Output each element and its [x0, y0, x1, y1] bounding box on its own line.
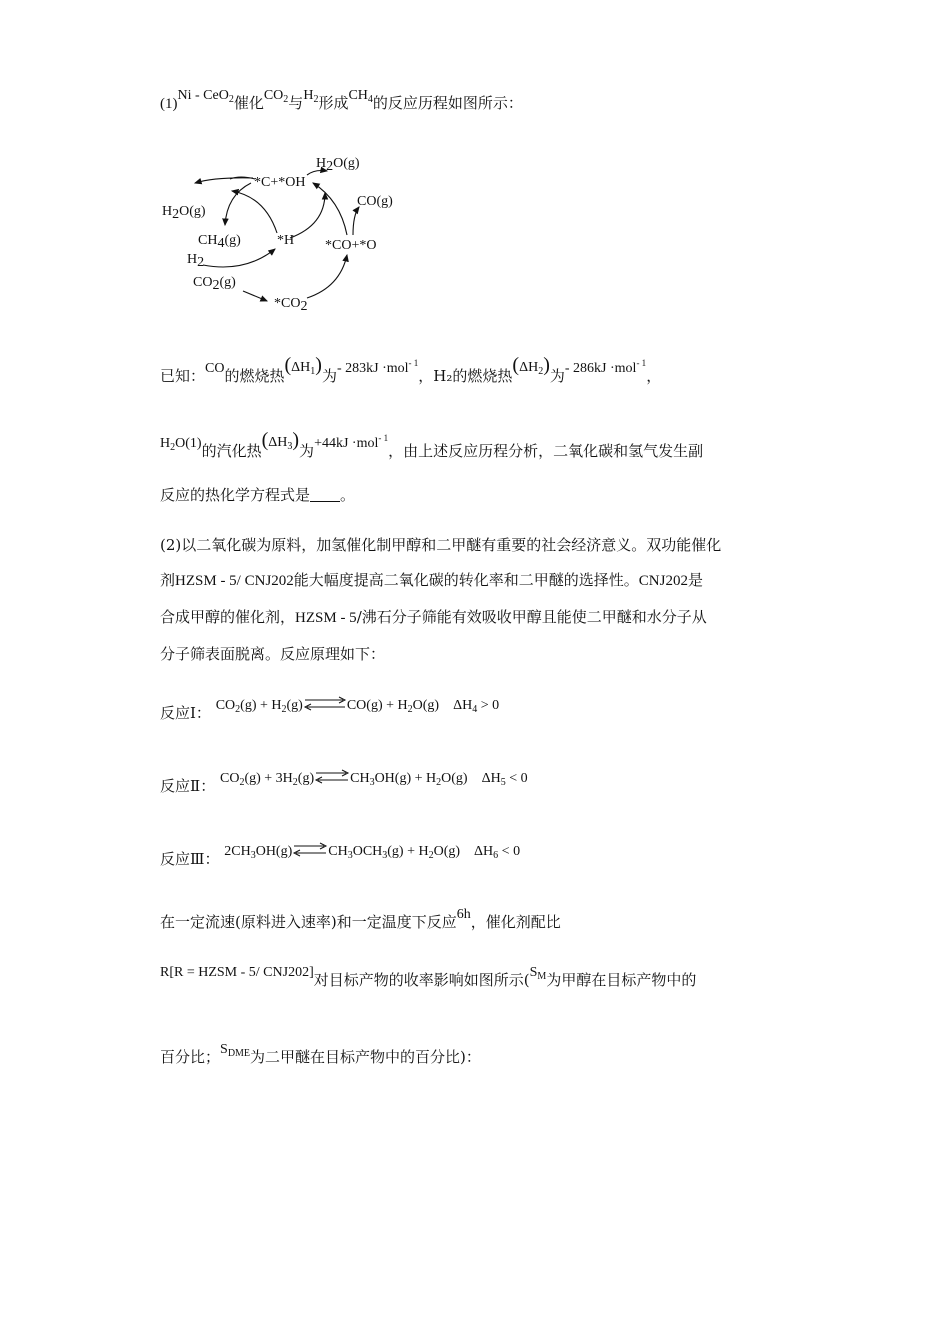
label-co-g: CO(g)	[357, 194, 393, 209]
q2-line-4: 分子筛表面脱离。反应原理如下：	[160, 645, 386, 663]
arrow-co2-dissociate	[307, 255, 347, 298]
label-c-oh: *C+*OH	[254, 175, 306, 190]
label-co2-g: CO2(g)	[193, 275, 236, 293]
arrow-to-h2o-top	[307, 171, 327, 176]
label-h-star: *H	[277, 233, 295, 248]
reaction-pathway-diagram	[155, 145, 415, 325]
ratio-formula: R[R = HZSM - 5/ CNJ202]	[160, 965, 314, 980]
equilibrium-arrows-icon	[314, 766, 350, 786]
q2-line-3: 合成甲醇的催化剂，HZSM - 5/沸石分子筛能有效吸收甲醇且能使二甲醚和水分子从	[160, 608, 707, 626]
arrow-co2-adsorb	[243, 291, 267, 301]
ratio-line-2: 百分比；$S_{DME}$为二甲醚在目标产物中的百分比)：	[160, 1042, 481, 1066]
arrow-to-ch4	[225, 183, 251, 225]
reaction-3: 反应Ⅲ： $2CH_3OH(g)$ $CH_3OCH_3(g) + H_2O(g)$ $\Delta H_6 < 0$	[160, 848, 520, 875]
answer-blank[interactable]	[310, 487, 340, 502]
conditions-line: 在一定流速(原料进入速率)和一定温度下反应6h，催化剂配比	[160, 907, 561, 931]
known-line-1: 已知：CO的燃烧热$(\Delta H_1)$为- 283kJ ·mol$^{- 1}$，H₂的燃烧热$(\Delta H_2)$为- 286kJ ·mol$^{- 1}$，	[160, 354, 662, 385]
equilibrium-arrows-icon	[292, 839, 328, 859]
q2-line-1: (2)以二氧化碳为原料，加氢催化制甲醇和二甲醚有重要的社会经济意义。双功能催化	[160, 536, 722, 554]
arrow-h2-adsorb	[203, 249, 275, 267]
reaction-3-equation: $2CH_3OH(g)$ $CH_3OCH_3(g) + H_2O(g)$ $\Delta H_6 < 0$	[224, 844, 520, 859]
arrow-to-h2o-left	[195, 178, 253, 183]
label-h2o-top: H2O(g)	[316, 156, 360, 174]
reaction-2: 反应Ⅱ： $CO_2(g) + 3H_2(g)$ $CH_3OH(g) + H_2O(g)$ $\Delta H_5 < 0$	[160, 775, 528, 802]
label-ch4-g: CH4(g)	[198, 233, 241, 251]
reaction-2-equation: $CO_2(g) + 3H_2(g)$ $CH_3OH(g) + H_2O(g)$ $\Delta H_5 < 0$	[220, 771, 528, 786]
label-co-o: *CO+*O	[325, 238, 377, 253]
q2-line-2: 剂HZSM - 5/ CNJ202能大幅度提高二氧化碳的转化率和二甲醚的选择性。CNJ202是	[160, 571, 703, 589]
arrow-co-to-c-oh	[313, 183, 347, 235]
arrow-h-to-c-oh	[232, 191, 277, 233]
ratio-line: R[R = HZSM - 5/ CNJ202]对目标产物的收率影响如图所示($S_M$为甲醇在目标产物中的	[160, 965, 697, 989]
catalyst-formula: Ni - CeO$_2$	[177, 88, 234, 105]
arrow-co-desorb	[353, 207, 359, 235]
label-h2o-left: H2O(g)	[162, 204, 206, 222]
equilibrium-arrows-icon	[303, 693, 347, 713]
label-h2: H2	[187, 252, 205, 270]
label-co2-star: *CO2	[274, 296, 308, 314]
reaction-1-equation: $CO_2(g) + H_2(g)$ $CO(g) + H_2O(g)$ $\Delta H_4 > 0$	[216, 698, 499, 713]
arrow-h-to-oh	[290, 193, 325, 238]
known-line-3: 反应的热化学方程式是 。	[160, 486, 356, 504]
reaction-1: 反应Ⅰ： $CO_2(g) + H_2(g)$ $CO(g) + H_2O(g)$ $\Delta H_4 > 0$	[160, 702, 499, 729]
known-line-2: $H_2O(1)$的汽化热$(\Delta H_3)$为+44kJ ·mol$^{- 1}$，由上述反应历程分析，二氧化碳和氢气发生副	[160, 429, 704, 460]
q1-line: (1)Ni - CeO$_2$催化$CO_2$与$H_2$形成$CH_4$的反应历程如图所示：	[160, 88, 523, 112]
